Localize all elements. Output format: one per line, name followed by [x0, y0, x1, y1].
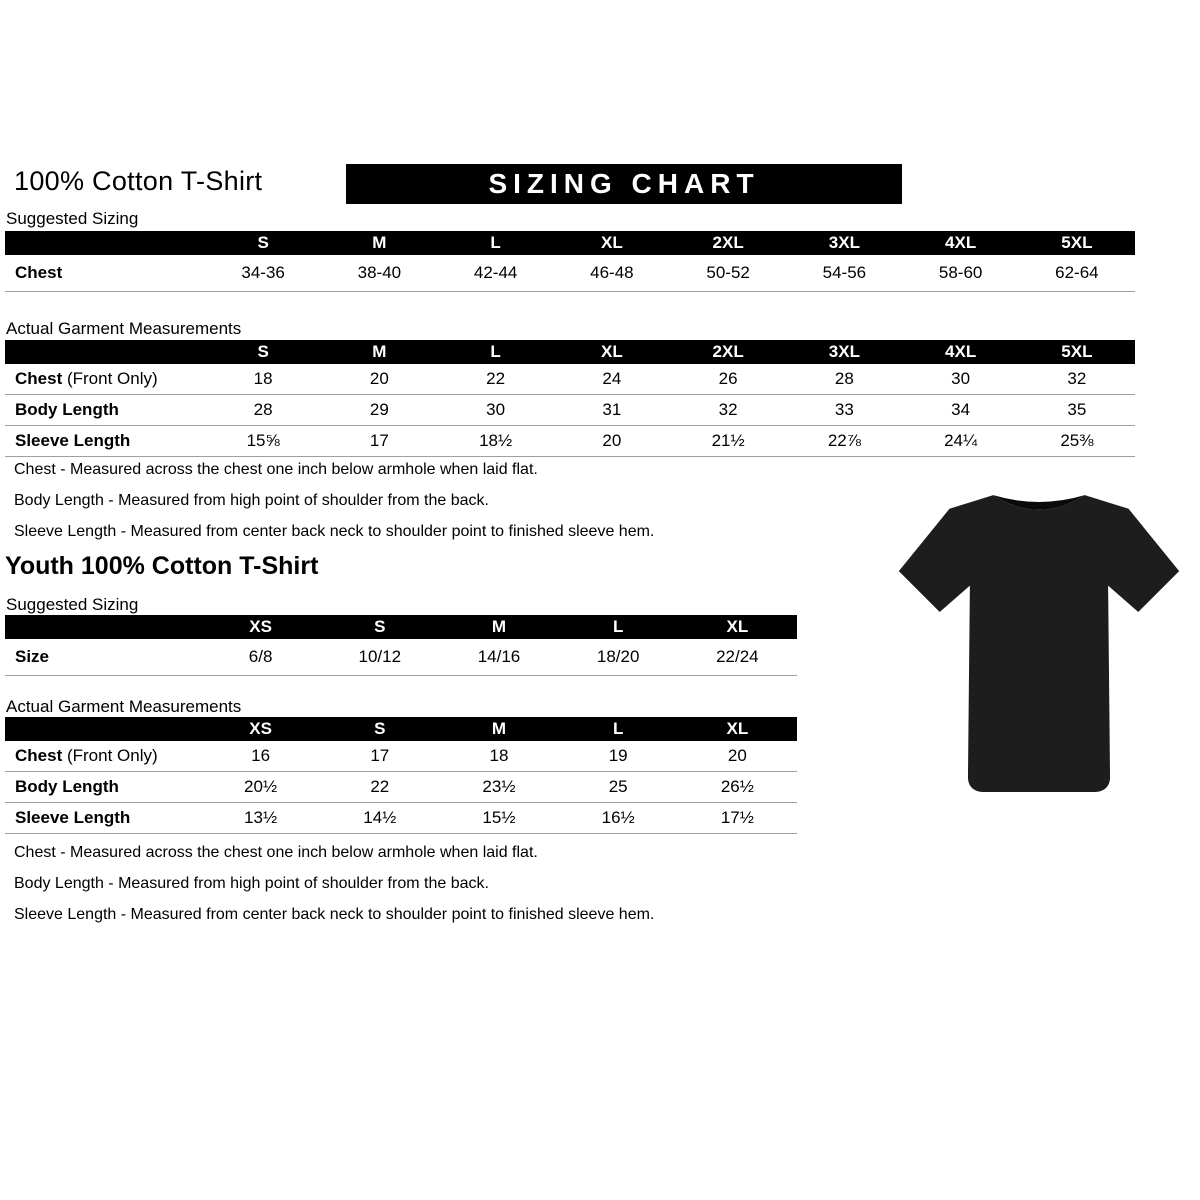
measurement-cell: 18: [205, 364, 321, 395]
size-column-header: S: [320, 615, 439, 639]
measurement-cell: 32: [1019, 364, 1135, 395]
measurement-cell: 24¼: [903, 426, 1019, 457]
note-sleeve-length: Sleeve Length - Measured from center back neck to shoulder point to finished sleeve hem.: [14, 906, 655, 923]
measurement-cell: 17½: [678, 803, 797, 834]
measurement-cell: 26½: [678, 772, 797, 803]
size-column-header: 4XL: [903, 340, 1019, 364]
measurement-cell: 42-44: [438, 255, 554, 292]
row-label-header: [5, 717, 201, 741]
measurement-cell: 28: [205, 395, 321, 426]
size-column-header: L: [559, 717, 678, 741]
measurement-cell: 34-36: [205, 255, 321, 292]
table-row: [5, 364, 1135, 395]
measurement-cell: 17: [321, 426, 437, 457]
measurement-cell: 35: [1019, 395, 1135, 426]
measurement-cell: 17: [320, 741, 439, 772]
table-row: [5, 741, 797, 772]
measurement-cell: 14/16: [439, 639, 558, 676]
size-column-header: L: [559, 615, 678, 639]
sizing-chart-banner: [346, 164, 902, 204]
measurement-cell: 21½: [670, 426, 786, 457]
measurement-cell: 32: [670, 395, 786, 426]
measurement-cell: 22⅞: [786, 426, 902, 457]
measurement-cell: 15½: [439, 803, 558, 834]
size-column-header: L: [438, 231, 554, 255]
adult-actual-measurements-table: [5, 340, 1135, 457]
adult-measurement-notes: [14, 460, 654, 553]
measurement-cell: 18½: [438, 426, 554, 457]
note-sleeve-length: Sleeve Length - Measured from center back neck to shoulder point to finished sleeve hem.: [14, 523, 655, 540]
measurement-cell: 22: [320, 772, 439, 803]
measurement-cell: 13½: [201, 803, 320, 834]
black-tshirt-image: [893, 478, 1185, 816]
measurement-cell: 26: [670, 364, 786, 395]
measurement-cell: 62-64: [1019, 255, 1135, 292]
measurement-cell: 30: [438, 395, 554, 426]
measurement-cell: 46-48: [554, 255, 670, 292]
measurement-cell: 30: [903, 364, 1019, 395]
table-row: [5, 639, 797, 676]
note-chest: Chest - Measured across the chest one inch below armhole when laid flat.: [14, 461, 538, 478]
measurement-cell: 50-52: [670, 255, 786, 292]
row-label-header: [5, 340, 205, 364]
measurement-cell: 18: [439, 741, 558, 772]
size-column-header: 4XL: [903, 231, 1019, 255]
row-label: Sleeve Length: [5, 426, 205, 457]
row-label-header: [5, 231, 205, 255]
measurement-cell: 15⅝: [205, 426, 321, 457]
youth-actual-measurements-table: [5, 717, 797, 834]
measurement-cell: 29: [321, 395, 437, 426]
measurement-cell: 25: [559, 772, 678, 803]
size-column-header: XS: [201, 717, 320, 741]
page-title: 100% Cotton T-Shirt: [14, 166, 263, 196]
youth-actual-measurements-label: Actual Garment Measurements: [6, 697, 242, 716]
sizing-chart-banner-label: SIZING CHART: [488, 168, 760, 199]
measurement-cell: 18/20: [559, 639, 678, 676]
row-label: Chest (Front Only): [5, 741, 201, 772]
table-row: [5, 772, 797, 803]
size-column-header: S: [205, 231, 321, 255]
size-column-header: M: [439, 615, 558, 639]
size-column-header: XL: [678, 717, 797, 741]
measurement-cell: 10/12: [320, 639, 439, 676]
measurement-cell: 20½: [201, 772, 320, 803]
header-row: [5, 717, 797, 741]
measurement-cell: 16: [201, 741, 320, 772]
table-row: [5, 426, 1135, 457]
row-label: Chest: [5, 255, 205, 292]
table-row: [5, 803, 797, 834]
measurement-cell: 16½: [559, 803, 678, 834]
note-body-length: Body Length - Measured from high point of shoulder from the back.: [14, 875, 489, 892]
size-column-header: 3XL: [786, 231, 902, 255]
size-column-header: 3XL: [786, 340, 902, 364]
measurement-cell: 58-60: [903, 255, 1019, 292]
measurement-cell: 38-40: [321, 255, 437, 292]
size-column-header: 5XL: [1019, 340, 1135, 364]
measurement-cell: 25⅜: [1019, 426, 1135, 457]
size-column-header: M: [321, 231, 437, 255]
youth-measurement-notes: [14, 843, 654, 936]
table-row: [5, 395, 1135, 426]
adult-actual-measurements-label: Actual Garment Measurements: [6, 319, 242, 338]
row-label: Chest (Front Only): [5, 364, 205, 395]
row-label-header: [5, 615, 201, 639]
youth-title: Youth 100% Cotton T-Shirt: [5, 552, 319, 580]
note-chest: Chest - Measured across the chest one inch below armhole when laid flat.: [14, 844, 538, 861]
size-column-header: XL: [554, 231, 670, 255]
measurement-cell: 22/24: [678, 639, 797, 676]
row-label: Sleeve Length: [5, 803, 201, 834]
row-label: Body Length: [5, 772, 201, 803]
size-column-header: M: [439, 717, 558, 741]
size-column-header: M: [321, 340, 437, 364]
size-column-header: XL: [554, 340, 670, 364]
measurement-cell: 20: [554, 426, 670, 457]
header-row: [5, 340, 1135, 364]
measurement-cell: 31: [554, 395, 670, 426]
measurement-cell: 34: [903, 395, 1019, 426]
size-column-header: 2XL: [670, 340, 786, 364]
measurement-cell: 23½: [439, 772, 558, 803]
measurement-cell: 24: [554, 364, 670, 395]
measurement-cell: 20: [678, 741, 797, 772]
measurement-cell: 14½: [320, 803, 439, 834]
size-column-header: XL: [678, 615, 797, 639]
size-column-header: XS: [201, 615, 320, 639]
note-body-length: Body Length - Measured from high point of shoulder from the back.: [14, 492, 489, 509]
measurement-cell: 33: [786, 395, 902, 426]
row-label: Size: [5, 639, 201, 676]
size-column-header: S: [205, 340, 321, 364]
adult-suggested-sizing-label: Suggested Sizing: [6, 209, 139, 228]
header-row: [5, 615, 797, 639]
header-row: [5, 231, 1135, 255]
size-column-header: L: [438, 340, 554, 364]
measurement-cell: 6/8: [201, 639, 320, 676]
measurement-cell: 28: [786, 364, 902, 395]
measurement-cell: 19: [559, 741, 678, 772]
size-column-header: S: [320, 717, 439, 741]
table-row: [5, 255, 1135, 292]
youth-suggested-sizing-label: Suggested Sizing: [6, 595, 139, 614]
size-column-header: 5XL: [1019, 231, 1135, 255]
measurement-cell: 20: [321, 364, 437, 395]
measurement-cell: 22: [438, 364, 554, 395]
tshirt-body-shape: [899, 495, 1179, 792]
row-label: Body Length: [5, 395, 205, 426]
measurement-cell: 54-56: [786, 255, 902, 292]
youth-suggested-sizing-table: [5, 615, 797, 676]
size-column-header: 2XL: [670, 231, 786, 255]
adult-suggested-sizing-table: [5, 231, 1135, 292]
